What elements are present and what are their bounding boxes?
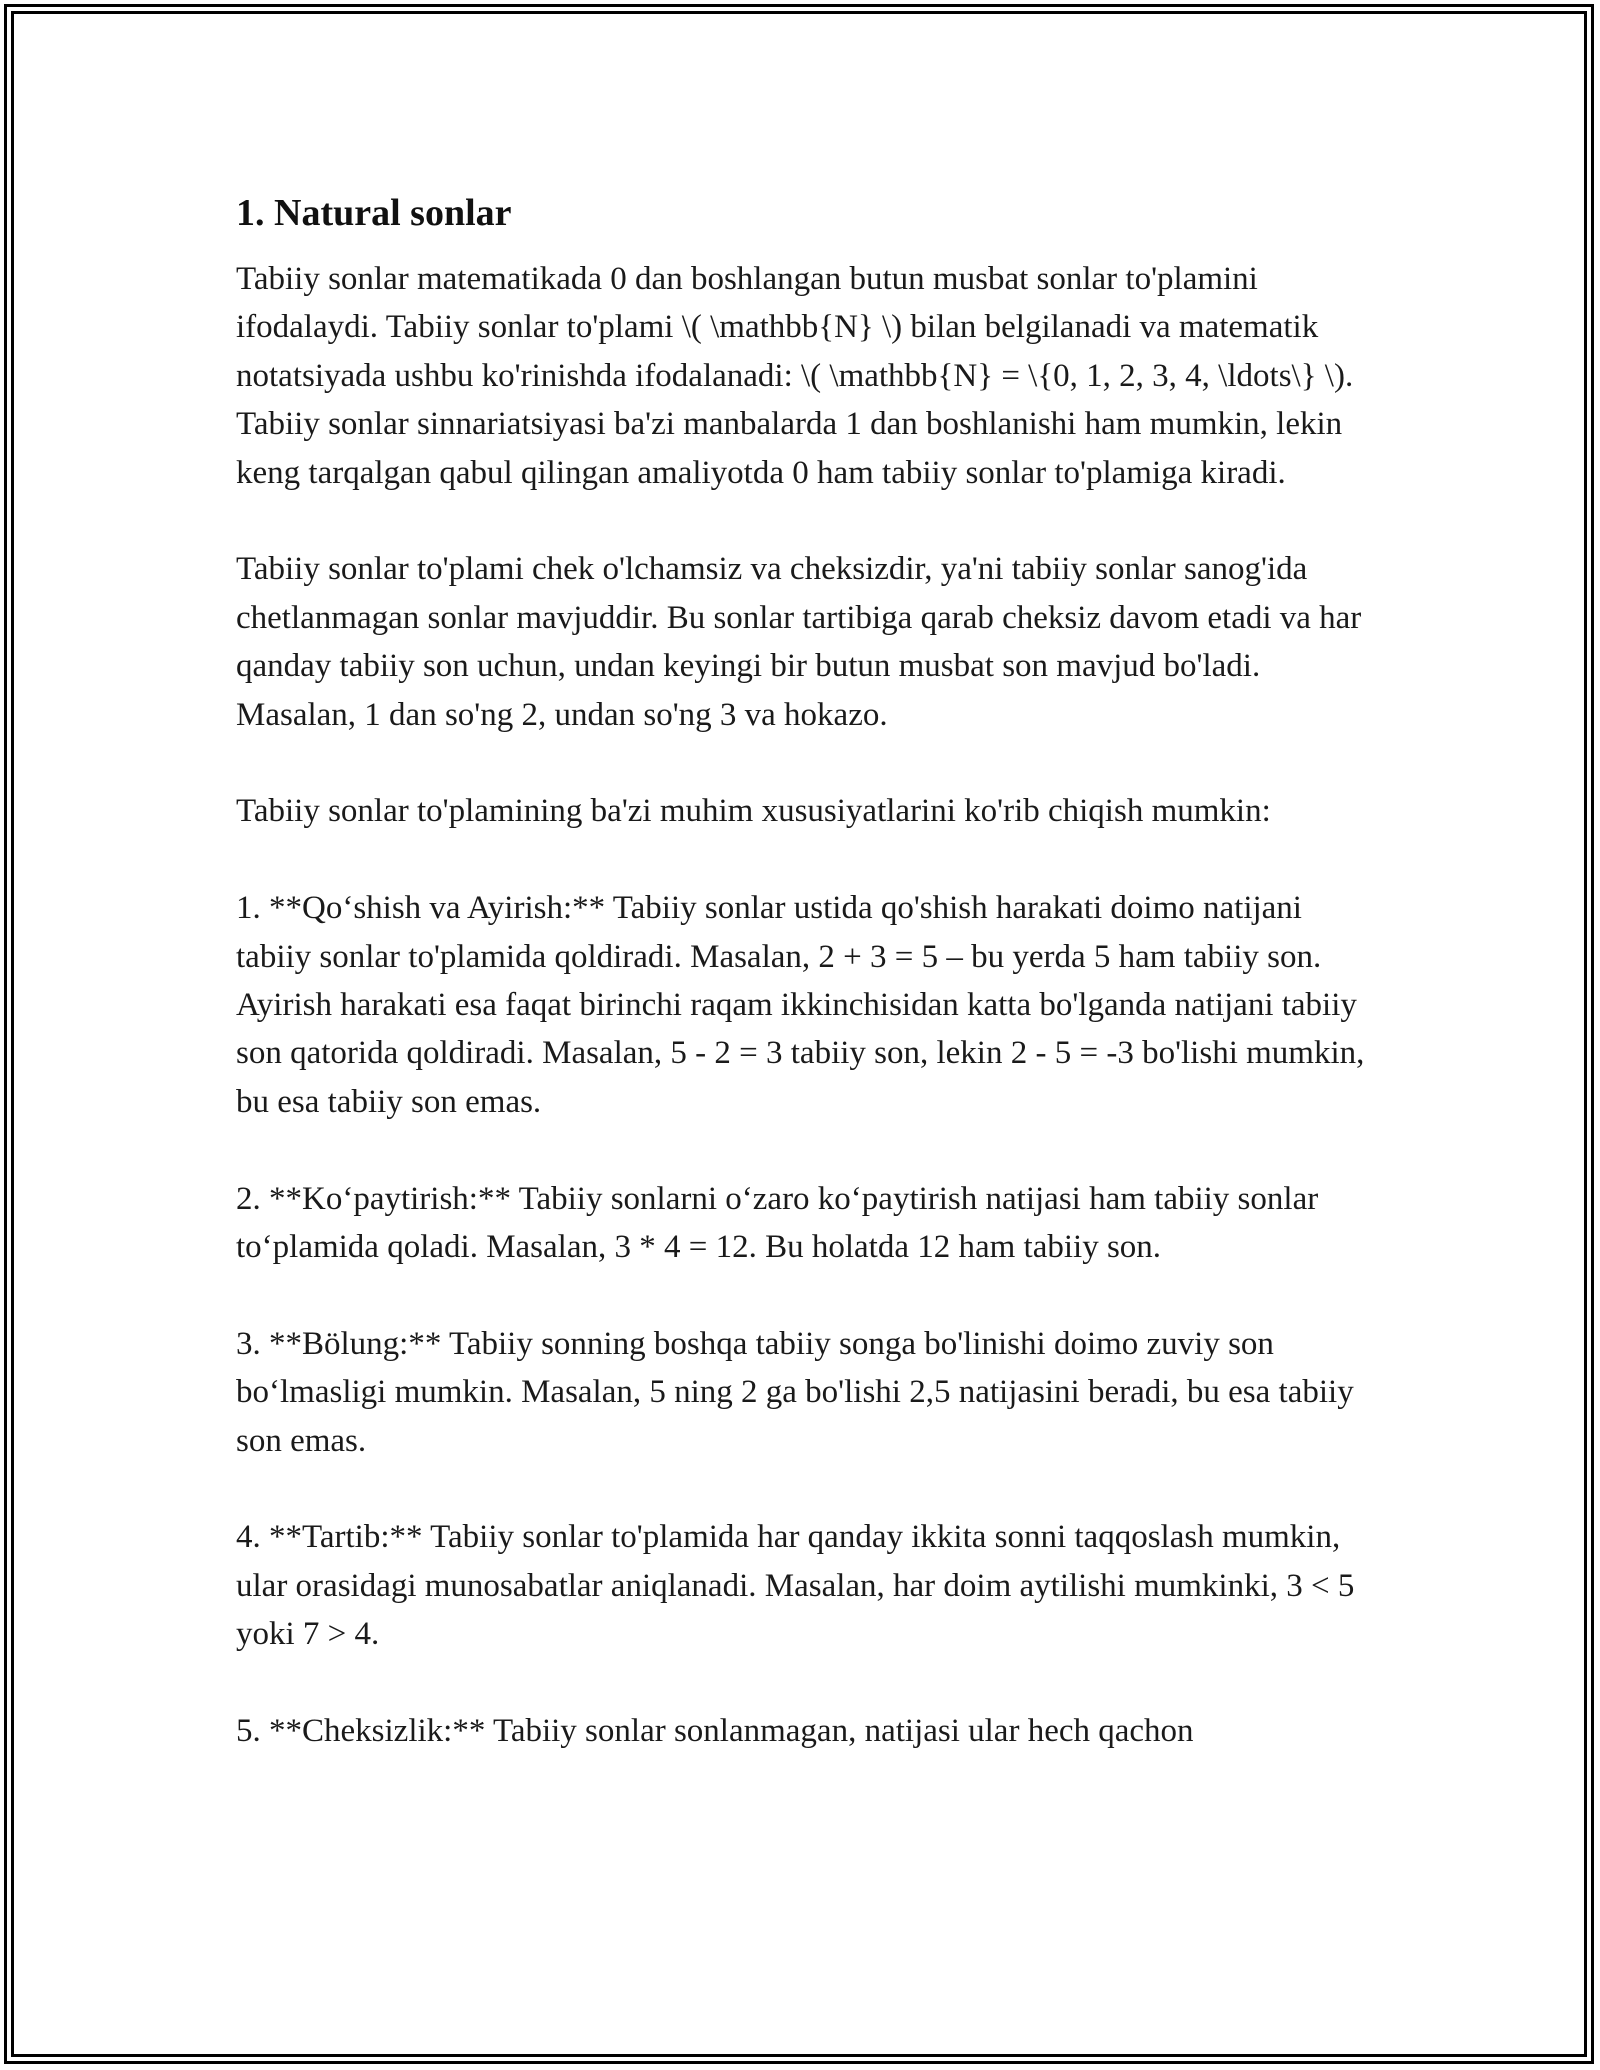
list-item-addition-subtraction: 1. **Qo‘shish va Ayirish:** Tabiiy sonlar ustida qo'shish harakati doimo natijani tabiiy sonlar to'plamida qoldiradi. Masalan, 2 + 3 = 5 – bu yerda 5 ham tabiiy son. Ayirish harakati esa faqat birinchi raqam ikkinchisidan katta bo'lganda natijani tabiiy son qatorida qoldiradi. Masalan, 5 - 2 = 3 tabiiy son, lekin 2 - 5 = -3 bo'lishi mumkin, bu esa tabiiy son emas. [236, 890, 1365, 1120]
paragraph-definition: Tabiiy sonlar matematikada 0 dan boshlangan butun musbat sonlar to'plamini ifodalaydi. Tabiiy sonlar to'plami \( \mathbb{N} \) bilan belgilanadi va matematik notatsiyada ushbu ko'rinishda ifodalanadi: \( \mathbb{N} = \{0, 1, 2, 3, 4, \ldots\} \). Tabiiy sonlar sinnariatsiyasi ba'zi manbalarda 1 dan boshlanishi ham mumkin, lekin keng tarqalgan qabul qilingan amaliyotda 0 ham tabiiy sonlar to'plamiga kiradi. [236, 261, 1354, 491]
list-item-infinity: 5. **Cheksizlik:** Tabiiy sonlar sonlanmagan, natijasi ular hech qachon [236, 1713, 1194, 1750]
paragraph-properties-intro: Tabiiy sonlar to'plamining ba'zi muhim xususiyatlarini ko'rib chiqish mumkin: [236, 793, 1271, 830]
list-item-multiplication: 2. **Ko‘paytirish:** Tabiiy sonlarni o‘zaro ko‘paytirish natijasi ham tabiiy sonlar to‘plamida qoladi. Masalan, 3 * 4 = 12. Bu holatda 12 ham tabiiy son. [236, 1180, 1319, 1266]
list-item-division: 3. **Bölung:** Tabiiy sonning boshqa tabiiy songa bo'linishi doimo zuviy son bo‘lmasligi mumkin. Masalan, 5 ning 2 ga bo'lishi 2,5 natijasini beradi, bu esa tabiiy son emas. [236, 1325, 1354, 1459]
paragraph-infinity: Tabiiy sonlar to'plami chek o'lchamsiz va cheksizdir, ya'ni tabiiy sonlar sanog'ida chetlanmagan sonlar mavjuddir. Bu sonlar tartibiga qarab cheksiz davom etadi va har qanday tabiiy son uchun, undan keyingi bir butun musbat son mavjud bo'ladi. Masalan, 1 dan so'ng 2, undan so'ng 3 va hokazo. [236, 551, 1362, 733]
list-item-order: 4. **Tartib:** Tabiiy sonlar to'plamida har qanday ikkita sonni taqqoslash mumkin, ular orasidagi munosabatlar aniqlanadi. Masalan, har doim aytilishi mumkinki, 3 < 5 yoki 7 > 4. [236, 1519, 1355, 1653]
document-body [236, 188, 1376, 1804]
section-heading: 1. Natural sonlar [236, 192, 512, 234]
